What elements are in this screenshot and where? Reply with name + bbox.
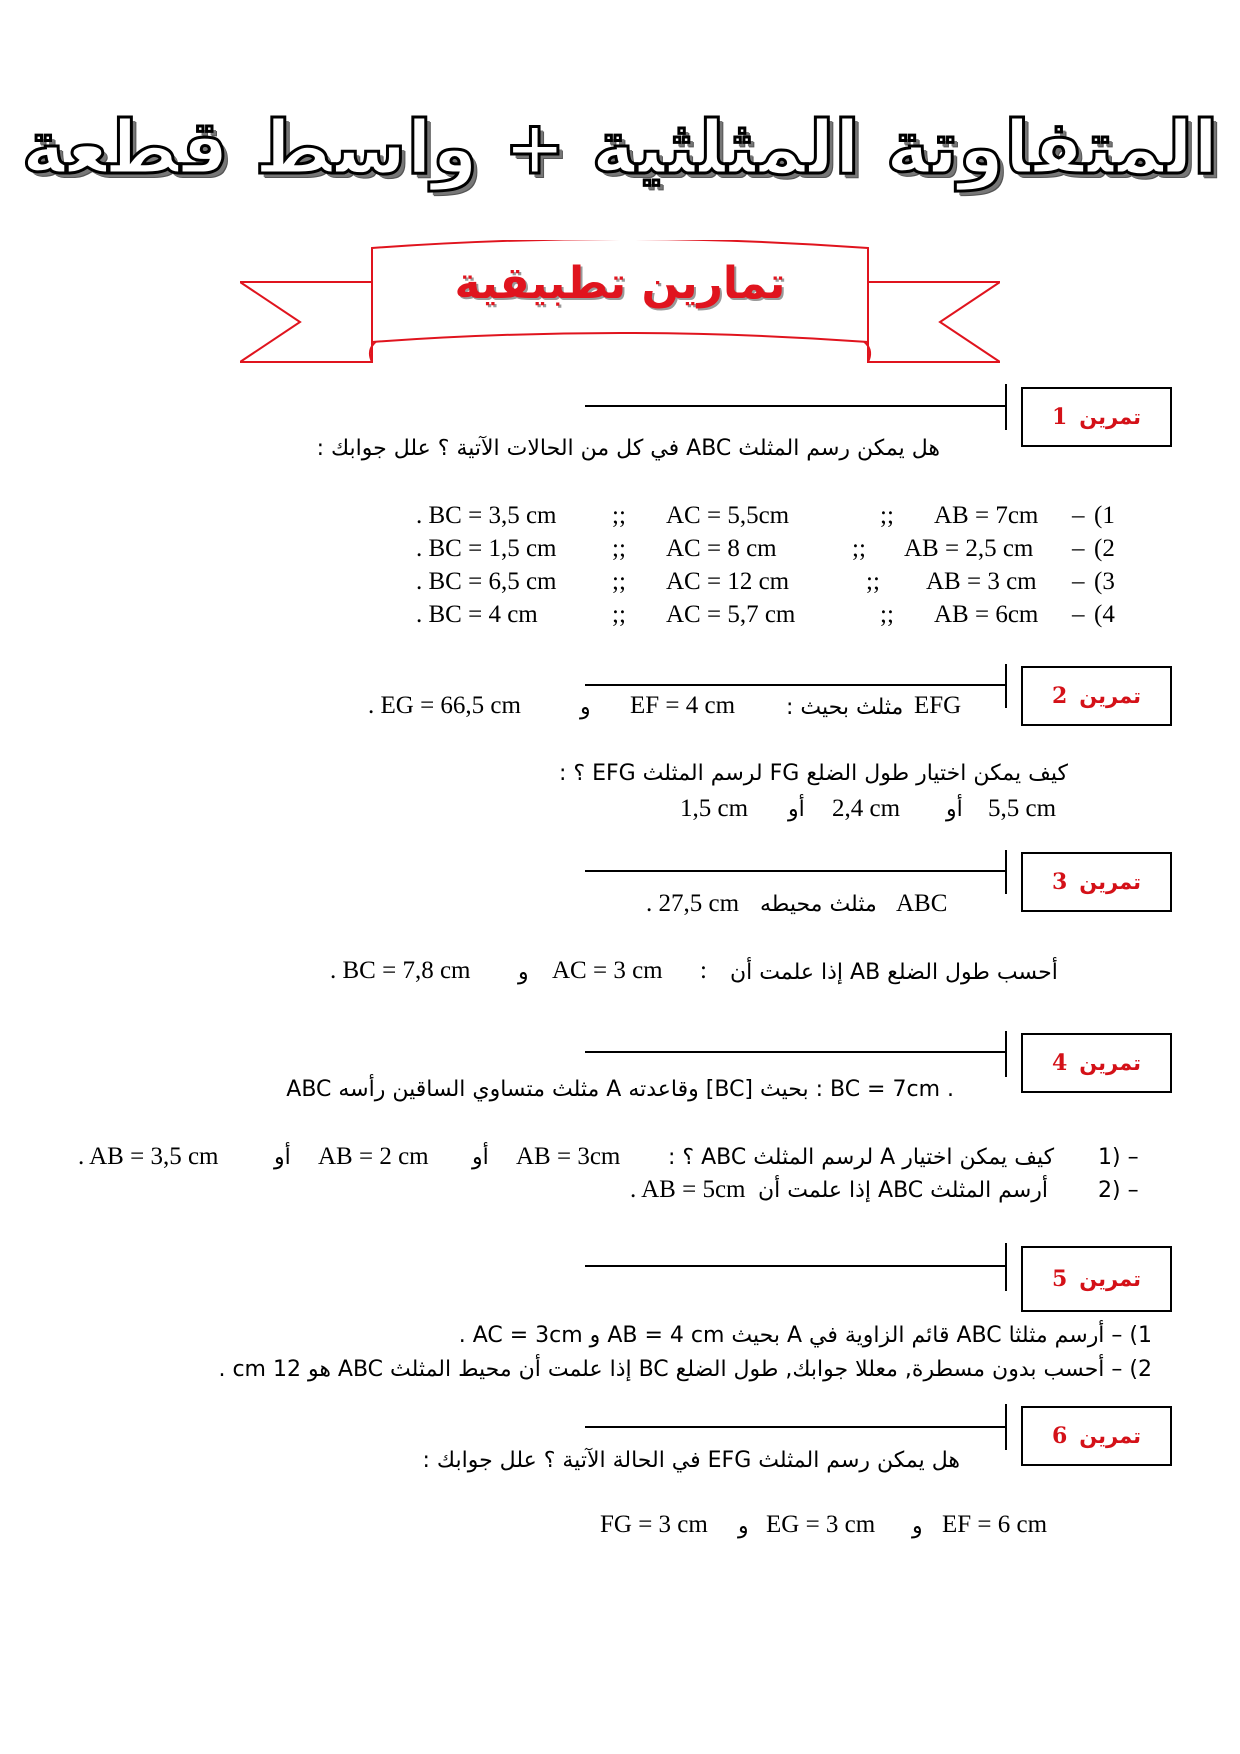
- exercise-1-label: تمرين: [1079, 405, 1142, 429]
- exercise-1-header: [1021, 387, 1172, 447]
- ex4-option-2: AB = 2 cm: [318, 1143, 429, 1170]
- exercise-6-header: [1021, 1406, 1172, 1466]
- exercise-5-rule: [585, 1265, 1005, 1267]
- ex6-fg: FG = 3 cm: [600, 1511, 708, 1538]
- ex4-or-2: أو: [274, 1145, 291, 1170]
- case-2-sep1: ;;: [612, 535, 626, 562]
- ex2-or-2: أو: [788, 797, 805, 822]
- ex3-bc: . BC = 7,8 cm: [330, 957, 471, 984]
- exercise-6-number: 6: [1051, 1423, 1068, 1449]
- exercise-5-header: [1021, 1246, 1172, 1312]
- exercise-3-header: [1021, 852, 1172, 912]
- ex4-q2-value: . AB = 5cm: [630, 1176, 746, 1203]
- exercise-1-rule: [585, 405, 1005, 407]
- case-3-sep1: ;;: [612, 568, 626, 595]
- exercise-2-rule: [585, 684, 1005, 686]
- ex2-or-1: أو: [946, 797, 963, 822]
- case-3-sep2: ;;: [866, 568, 880, 595]
- ex6-and-2: و: [738, 1514, 749, 1539]
- ex4-q2-index: 2) –: [1098, 1178, 1139, 1203]
- ex4-q2-text: أرسم المثلث ABC إذا علمت أن: [758, 1178, 1048, 1203]
- case-3-index: 3): [1094, 568, 1115, 595]
- ex4-option-1: AB = 3cm: [516, 1143, 621, 1170]
- exercise-4-label: تمرين: [1079, 1051, 1142, 1075]
- case-1-ac: AC = 5,5cm: [666, 502, 790, 529]
- ex4-or-1: أو: [472, 1145, 489, 1170]
- case-2-index: 2): [1094, 535, 1115, 562]
- exercise-6-question: هل يمكن رسم المثلث EFG في الحالة الآتية ؟ علل جوابك :: [422, 1448, 960, 1473]
- ex2-ef: EF = 4 cm: [630, 692, 736, 719]
- case-4-dash: –: [1072, 601, 1085, 628]
- exercise-3-divider: [1005, 850, 1007, 894]
- ex4-q1-text: كيف يمكن اختيار A لرسم المثلث ABC ؟ :: [668, 1145, 1055, 1170]
- case-3-ab: AB = 3 cm: [926, 568, 1037, 595]
- case-4-ab: AB = 6cm: [934, 601, 1039, 628]
- exercise-4-number: 4: [1051, 1050, 1068, 1076]
- ex2-option-2: 2,4 cm: [832, 795, 901, 822]
- case-3-dash: –: [1072, 568, 1085, 595]
- ex3-ac: AC = 3 cm: [552, 957, 663, 984]
- exercise-5-number: 5: [1051, 1266, 1068, 1292]
- exercise-4-rule: [585, 1051, 1005, 1053]
- ex6-and-1: و: [912, 1514, 923, 1539]
- exercise-2-number: 2: [1051, 683, 1068, 709]
- ex3-perimeter: . 27,5 cm: [646, 890, 740, 917]
- case-4-bc: . BC = 4 cm: [416, 601, 538, 628]
- case-2-dash: –: [1072, 535, 1085, 562]
- case-1-ab: AB = 7cm: [934, 502, 1039, 529]
- ex2-and: و: [580, 695, 591, 720]
- case-1-dash: –: [1072, 502, 1085, 529]
- case-3-bc: . BC = 6,5 cm: [416, 568, 557, 595]
- ex3-text2: أحسب طول الضلع AB إذا علمت أن: [730, 960, 1058, 985]
- exercise-6-rule: [585, 1426, 1005, 1428]
- ex2-eg: . EG = 66,5 cm: [368, 692, 521, 719]
- case-2-bc: . BC = 1,5 cm: [416, 535, 557, 562]
- ex2-option-1: 5,5 cm: [988, 795, 1057, 822]
- ex3-and: و: [518, 960, 529, 985]
- ex4-q1-index: 1) –: [1098, 1145, 1139, 1170]
- ex4-option-3: . AB = 3,5 cm: [78, 1143, 219, 1170]
- case-2-ab: AB = 2,5 cm: [904, 535, 1034, 562]
- exercise-2-label: تمرين: [1079, 684, 1142, 708]
- exercise-6-label: تمرين: [1079, 1424, 1142, 1448]
- case-1-sep1: ;;: [612, 502, 626, 529]
- ex6-ef: EF = 6 cm: [942, 1511, 1048, 1538]
- exercise-4-header: [1021, 1033, 1172, 1093]
- exercise-4-statement: ABC مثلث متساوي الساقين رأسه A وقاعدته [BC] بحيث : BC = 7cm .: [286, 1077, 954, 1102]
- case-1-bc: . BC = 3,5 cm: [416, 502, 557, 529]
- exercise-5-question-1: 1) – أرسم مثلثا ABC قائم الزاوية في A بحيث AB = 4 cm و AC = 3cm .: [458, 1323, 1152, 1348]
- exercise-6-divider: [1005, 1404, 1007, 1450]
- exercise-5-label: تمرين: [1079, 1267, 1142, 1291]
- case-4-sep1: ;;: [612, 601, 626, 628]
- case-4-index: 4): [1094, 601, 1115, 628]
- exercise-3-rule: [585, 870, 1005, 872]
- ex2-option-3: 1,5 cm: [680, 795, 749, 822]
- ex3-text: مثلث محيطه: [760, 892, 877, 917]
- case-2-ac: AC = 8 cm: [666, 535, 777, 562]
- banner-title: تمارين تطبيقية: [454, 258, 786, 309]
- case-1-sep2: ;;: [880, 502, 894, 529]
- case-4-sep2: ;;: [880, 601, 894, 628]
- ex2-text: مثلث بحيث :: [786, 695, 904, 720]
- case-1-index: 1): [1094, 502, 1115, 529]
- exercise-2-question: كيف يمكن اختيار طول الضلع FG لرسم المثلث EFG ؟ :: [558, 761, 1068, 786]
- ex3-name: ABC: [896, 890, 948, 917]
- exercise-4-divider: [1005, 1031, 1007, 1077]
- exercise-1-question: هل يمكن رسم المثلث ABC في كل من الحالات الآتية ؟ علل جوابك :: [316, 436, 940, 461]
- case-3-ac: AC = 12 cm: [666, 568, 790, 595]
- ex3-colon: :: [700, 957, 707, 984]
- exercise-2-header: [1021, 666, 1172, 726]
- exercise-3-label: تمرين: [1079, 870, 1142, 894]
- page-title: المتفاوتة المثلثية + واسط قطعة: [21, 105, 1219, 191]
- ex2-name: EFG: [914, 692, 962, 719]
- case-4-ac: AC = 5,7 cm: [666, 601, 796, 628]
- exercise-3-number: 3: [1051, 869, 1068, 895]
- exercise-1-divider: [1005, 384, 1007, 430]
- ex6-eg: EG = 3 cm: [766, 1511, 876, 1538]
- case-2-sep2: ;;: [852, 535, 866, 562]
- exercise-2-divider: [1005, 664, 1007, 708]
- exercise-1-number: 1: [1051, 404, 1068, 430]
- exercise-5-question-2: 2) – أحسب بدون مسطرة, معللا جوابك, طول الضلع BC إذا علمت أن محيط المثلث ABC هو 12 cm .: [218, 1357, 1152, 1382]
- exercise-5-divider: [1005, 1243, 1007, 1291]
